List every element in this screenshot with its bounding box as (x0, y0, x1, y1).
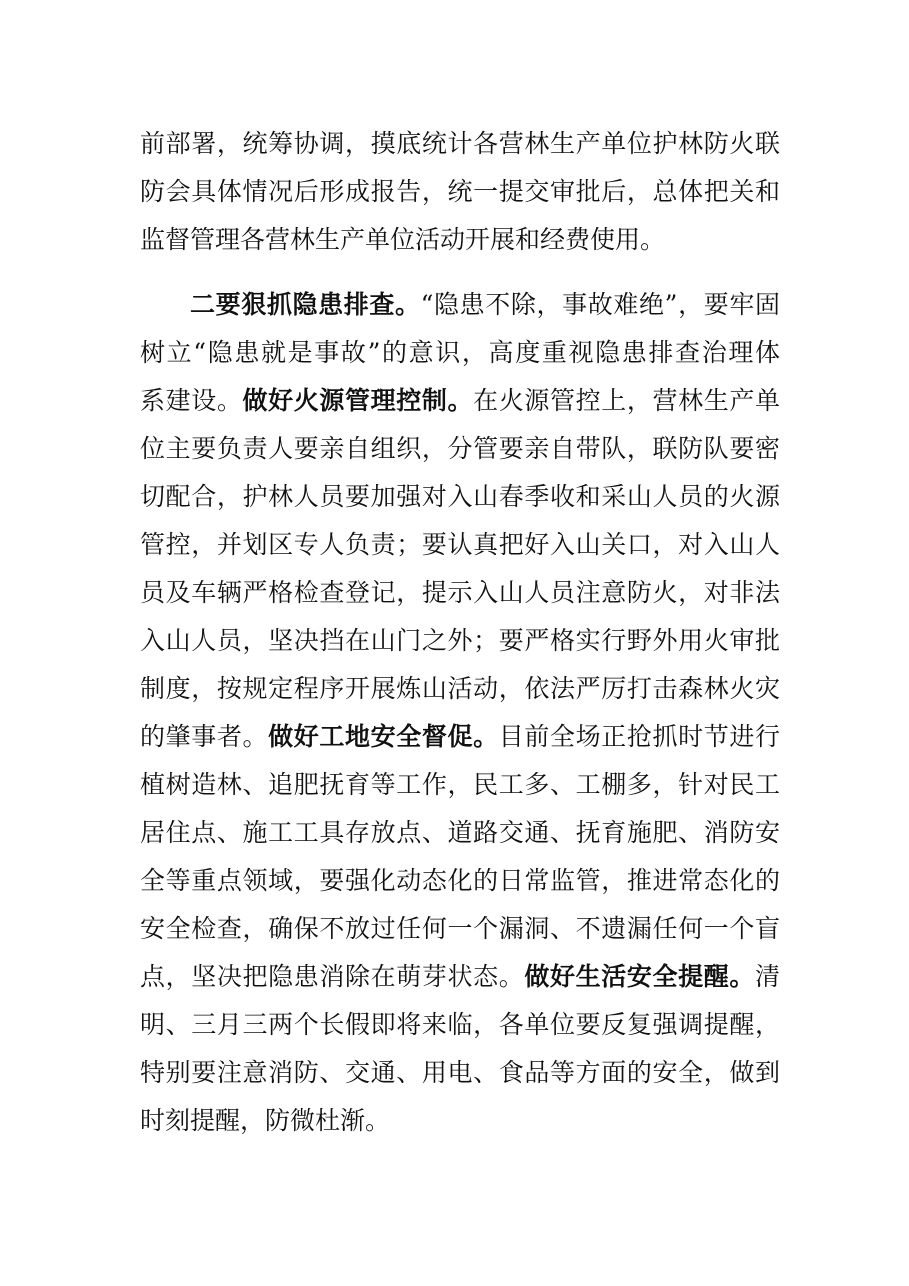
text-line (140, 377, 780, 425)
text-line (140, 1001, 780, 1049)
body-text-segment: 的肇事者。 (140, 722, 269, 751)
body-text-segment: 切配合，护林人员要加强对入山春季收和采山人员的火源 (140, 482, 780, 511)
text-line (140, 665, 780, 713)
body-text-segment: 清 (754, 962, 780, 991)
body-text-segment: “隐患不除，事故难绝”，要牢固 (420, 290, 780, 319)
text-line (140, 1049, 780, 1097)
text-line (140, 281, 780, 329)
text-line (140, 425, 780, 473)
text-line (140, 953, 780, 1001)
text-line (140, 216, 780, 264)
body-text-segment: 时刻提醒，防微杜渐。 (140, 1106, 391, 1135)
text-line (140, 617, 780, 665)
body-text-segment: 树立“隐患就是事故”的意识，高度重视隐患排查治理体 (140, 338, 780, 367)
body-text-segment: 点，坚决把隐患消除在萌芽状态。 (140, 962, 525, 991)
body-text-segment: 全等重点领域，要强化动态化的日常监管，推进常态化的 (140, 866, 780, 895)
text-line (140, 569, 780, 617)
text-line (140, 120, 780, 168)
body-text-segment: 入山人员，坚决挡在山门之外；要严格实行野外用火审批 (140, 626, 780, 655)
text-line (140, 473, 780, 521)
body-text-segment: 员及车辆严格检查登记，提示入山人员注意防火，对非法 (140, 578, 780, 607)
body-text-segment: 前部署，统筹协调，摸底统计各营林生产单位护林防火联 (140, 129, 780, 158)
body-text-segment: 位主要负责人要亲自组织，分管要亲自带队，联防队要密 (140, 434, 780, 463)
body-text-segment: 防会具体情况后形成报告，统一提交审批后，总体把关和 (140, 177, 780, 206)
bold-heading-text: 做好工地安全督促。 (268, 722, 499, 751)
text-line (140, 168, 780, 216)
body-text (140, 120, 780, 1145)
bold-heading-text: 做好火源管理控制。 (242, 386, 474, 415)
text-line (140, 857, 780, 905)
text-line (140, 809, 780, 857)
body-text-segment: 安全检查，确保不放过任何一个漏洞、不遗漏任何一个盲 (140, 914, 780, 943)
body-text-segment: 在火源管控上，营林生产单 (473, 386, 780, 415)
text-line (140, 521, 780, 569)
body-text-segment: 系建设。 (140, 386, 243, 415)
paragraph-gap (140, 264, 780, 281)
body-text-segment: 目前全场正抢抓时节进行 (498, 722, 780, 751)
body-text-segment: 管控，并划区专人负责；要认真把好入山关口，对入山人 (140, 530, 780, 559)
text-line (140, 329, 780, 377)
text-line (140, 905, 780, 953)
bold-heading-text: 二要狠抓隐患排查。 (190, 290, 421, 319)
body-text-segment: 明、三月三两个长假即将来临，各单位要反复强调提醒， (140, 1010, 780, 1039)
body-text-segment: 制度，按规定程序开展炼山活动，依法严厉打击森林火灾 (140, 674, 780, 703)
body-text-segment: 植树造林、追肥抚育等工作，民工多、工棚多，针对民工 (140, 770, 780, 799)
bold-heading-text: 做好生活安全提醒。 (524, 962, 755, 991)
text-line (140, 1097, 780, 1145)
body-text-segment: 监督管理各营林生产单位活动开展和经费使用。 (140, 225, 666, 254)
paragraph (140, 120, 780, 264)
paragraph (140, 281, 780, 1145)
body-text-segment: 特别要注意消防、交通、用电、食品等方面的安全，做到 (140, 1058, 780, 1087)
text-line (140, 761, 780, 809)
body-text-segment: 居住点、施工工具存放点、道路交通、抚育施肥、消防安 (140, 818, 780, 847)
text-line (140, 713, 780, 761)
